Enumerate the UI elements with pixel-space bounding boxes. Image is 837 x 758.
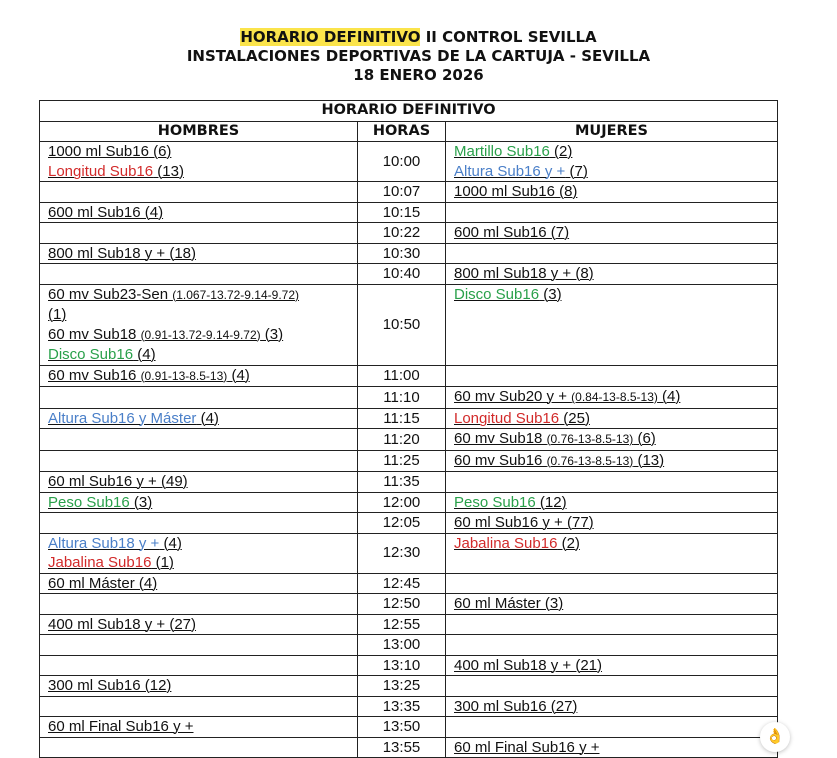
event-text: 1000 ml Sub16 (8): [454, 183, 578, 200]
women-event: [454, 493, 769, 513]
schedule-row: [40, 737, 778, 758]
event-text: 800 ml Sub18 y + (18): [48, 244, 197, 262]
women-events-cell: [446, 429, 778, 451]
schedule-row: [40, 492, 778, 513]
event-text: (6): [633, 430, 656, 447]
schedule-row: [40, 614, 778, 635]
men-event: [48, 574, 349, 594]
men-events-cell: [40, 594, 358, 615]
men-event: [48, 203, 349, 223]
men-event: [48, 244, 349, 264]
event-text: 400 ml Sub18 y + (27): [48, 615, 197, 633]
women-event: [454, 182, 769, 202]
schedule-row: [40, 429, 778, 451]
date-line: 18 ENERO 2026: [353, 66, 484, 84]
men-events-cell: [40, 202, 358, 223]
men-events-cell: [40, 408, 358, 429]
schedule-row: [40, 676, 778, 697]
event-text: 60 mv Sub23-Sen: [48, 285, 173, 303]
women-events-cell: [446, 202, 778, 223]
women-event: [454, 534, 769, 554]
men-events-cell: [40, 655, 358, 676]
schedule-row: [40, 387, 778, 409]
women-events-cell: [446, 696, 778, 717]
men-events-cell: [40, 513, 358, 534]
men-event: [48, 366, 349, 387]
time-cell: 12:05: [358, 513, 446, 534]
schedule-row: [40, 182, 778, 203]
men-event: [48, 409, 349, 429]
document-header: [0, 28, 837, 85]
event-text: (2): [557, 534, 580, 552]
women-events-cell: [446, 264, 778, 285]
women-event: [454, 387, 769, 408]
men-events-cell: [40, 264, 358, 285]
time-cell: 13:25: [358, 676, 446, 697]
schedule-row: [40, 472, 778, 493]
schedule-row: [40, 408, 778, 429]
time-cell: 12:00: [358, 492, 446, 513]
women-events-cell: [446, 594, 778, 615]
title-rest: II CONTROL SEVILLA: [420, 28, 597, 46]
event-text: (4): [196, 409, 219, 427]
event-text: (4): [227, 366, 250, 384]
women-events-cell: [446, 737, 778, 758]
men-events-cell: [40, 450, 358, 472]
women-events-cell: [446, 365, 778, 387]
men-event: [48, 534, 349, 554]
event-text: 60 ml Máster (4): [48, 574, 158, 592]
men-event: [48, 345, 349, 365]
event-text: Peso Sub16: [454, 493, 536, 511]
event-text: 60 mv Sub18: [48, 325, 141, 343]
event-text: 60 ml Máster (3): [454, 595, 564, 612]
schedule-row: [40, 573, 778, 594]
women-event: [454, 656, 769, 676]
women-event: [454, 162, 769, 182]
hurdle-spec: (0.91-13.72-9.14-9.72): [140, 327, 261, 342]
event-text: 60 mv Sub16: [48, 366, 141, 384]
schedule-row: [40, 513, 778, 534]
event-text: (25): [559, 409, 590, 427]
women-events-cell: [446, 513, 778, 534]
ok-hand-icon: 👌: [765, 728, 785, 745]
women-event: [454, 513, 769, 533]
event-text: (6): [148, 143, 172, 160]
time-cell: 12:30: [358, 533, 446, 573]
time-cell: 10:07: [358, 182, 446, 203]
men-event: [48, 553, 349, 573]
women-event: [454, 451, 769, 472]
event-text: Disco Sub16: [48, 346, 134, 363]
women-event: [454, 285, 769, 305]
women-events-cell: [446, 614, 778, 635]
event-text: (13): [633, 451, 665, 469]
women-events-cell: [446, 676, 778, 697]
event-text: Disco Sub16: [454, 285, 540, 303]
women-events-cell: [446, 223, 778, 244]
men-events-cell: [40, 533, 358, 573]
hurdle-spec: (0.84-13-8.5-13): [571, 390, 658, 404]
men-event: [48, 615, 349, 635]
women-events-cell: [446, 408, 778, 429]
hurdle-spec: (0.76-13-8.5-13): [546, 453, 634, 468]
hurdle-spec: (0.91-13-8.5-13): [140, 368, 228, 383]
schedule-row: [40, 533, 778, 573]
schedule-row: [40, 223, 778, 244]
event-text: Jabalina Sub16: [454, 534, 558, 552]
column-header-men: HOMBRES: [40, 121, 358, 142]
women-events-cell: [446, 635, 778, 656]
title-highlight: HORARIO DEFINITIVO: [240, 28, 421, 46]
event-text: 60 mv Sub20 y +: [454, 388, 572, 405]
schedule-table: [39, 100, 778, 758]
time-cell: 10:40: [358, 264, 446, 285]
men-event: [48, 325, 349, 346]
event-text: Longitud Sub16: [48, 162, 154, 180]
men-events-cell: [40, 365, 358, 387]
event-text: Peso Sub16: [48, 493, 130, 511]
women-events-cell: [446, 142, 778, 182]
women-event: [454, 594, 769, 614]
time-cell: 10:00: [358, 142, 446, 182]
column-header-women: MUJERES: [446, 121, 778, 142]
men-events-cell: [40, 182, 358, 203]
women-events-cell: [446, 472, 778, 493]
men-event: [48, 493, 349, 513]
event-text: (4): [657, 388, 681, 405]
schedule-row: [40, 264, 778, 285]
time-cell: 13:55: [358, 737, 446, 758]
men-events-cell: [40, 472, 358, 493]
time-cell: 12:50: [358, 594, 446, 615]
women-events-cell: [446, 717, 778, 738]
event-text: 60 ml Sub16 y + (49): [48, 473, 188, 490]
event-text: 60 ml Final Sub16 y +: [48, 718, 194, 735]
event-text: (7): [565, 162, 588, 180]
hurdle-spec: (0.76-13-8.5-13): [546, 432, 634, 446]
hurdle-spec: (1.067-13.72-9.14-9.72): [172, 287, 299, 302]
event-text: 400 ml Sub18 y + (21): [454, 656, 603, 674]
men-events-cell: [40, 635, 358, 656]
event-text: (1): [151, 554, 174, 571]
document-title: [0, 28, 837, 47]
women-events-cell: [446, 182, 778, 203]
men-event: [48, 162, 349, 182]
event-text: Altura Sub16 y +: [454, 162, 566, 180]
men-event: [48, 676, 349, 696]
event-text: 60 mv Sub16: [454, 451, 547, 469]
event-text: (13): [153, 162, 184, 180]
event-text: (3): [129, 493, 153, 511]
venue-line: INSTALACIONES DEPORTIVAS DE LA CARTUJA - SEVILLA: [186, 47, 651, 65]
men-events-cell: [40, 737, 358, 758]
event-text: (3): [260, 325, 284, 343]
men-event: [48, 472, 349, 492]
event-text: (4): [133, 346, 156, 363]
men-event: [48, 305, 349, 325]
women-event: [454, 738, 769, 758]
event-text: 300 ml Sub16 (12): [48, 677, 172, 694]
men-events-cell: [40, 284, 358, 365]
men-events-cell: [40, 243, 358, 264]
time-cell: 11:25: [358, 450, 446, 472]
event-text: 1000 ml Sub16: [48, 143, 149, 160]
event-text: (4): [159, 534, 182, 552]
event-text: Jabalina Sub16: [48, 554, 152, 571]
women-event: [454, 223, 769, 243]
men-events-cell: [40, 696, 358, 717]
schedule-row: [40, 594, 778, 615]
schedule-row: [40, 284, 778, 365]
schedule-row: [40, 696, 778, 717]
time-cell: 10:15: [358, 202, 446, 223]
men-events-cell: [40, 387, 358, 409]
men-event: [48, 142, 349, 162]
women-events-cell: [446, 492, 778, 513]
event-text: 800 ml Sub18 y + (8): [454, 265, 594, 282]
schedule-row: [40, 635, 778, 656]
men-events-cell: [40, 142, 358, 182]
event-text: 300 ml Sub16 (27): [454, 697, 578, 715]
women-events-cell: [446, 533, 778, 573]
time-cell: 13:10: [358, 655, 446, 676]
time-cell: 11:20: [358, 429, 446, 451]
column-header-hours: HORAS: [358, 121, 446, 142]
event-text: 60 ml Sub16 y + (77): [454, 514, 594, 531]
time-cell: 12:45: [358, 573, 446, 594]
schedule-row: [40, 717, 778, 738]
schedule-row: [40, 365, 778, 387]
event-text: (3): [539, 285, 562, 303]
men-events-cell: [40, 573, 358, 594]
schedule-row: [40, 450, 778, 472]
women-events-cell: [446, 284, 778, 365]
time-cell: 11:15: [358, 408, 446, 429]
women-event: [454, 429, 769, 450]
time-cell: 11:10: [358, 387, 446, 409]
time-cell: 11:00: [358, 365, 446, 387]
event-text: Martillo Sub16: [454, 143, 550, 160]
event-text: 60 mv Sub18: [454, 430, 547, 447]
men-event: [48, 717, 349, 737]
men-events-cell: [40, 429, 358, 451]
event-text: Altura Sub16 y Máster: [48, 409, 197, 427]
schedule-body: [40, 142, 778, 758]
time-cell: 13:00: [358, 635, 446, 656]
men-events-cell: [40, 614, 358, 635]
schedule-row: [40, 655, 778, 676]
table-caption: HORARIO DEFINITIVO: [40, 101, 778, 122]
event-text: (2): [549, 143, 573, 160]
women-event: [454, 409, 769, 429]
reaction-button[interactable]: [760, 722, 790, 752]
schedule-row: [40, 243, 778, 264]
event-text: Longitud Sub16: [454, 409, 560, 427]
time-cell: 10:30: [358, 243, 446, 264]
men-events-cell: [40, 223, 358, 244]
women-event: [454, 264, 769, 284]
event-text: (12): [535, 493, 567, 511]
time-cell: 13:50: [358, 717, 446, 738]
event-text: 600 ml Sub16 (4): [48, 203, 164, 221]
women-events-cell: [446, 387, 778, 409]
men-events-cell: [40, 717, 358, 738]
women-events-cell: [446, 573, 778, 594]
men-event: [48, 285, 349, 306]
event-text: 600 ml Sub16 (7): [454, 224, 570, 241]
event-text: 60 ml Final Sub16 y +: [454, 738, 600, 756]
time-cell: 12:55: [358, 614, 446, 635]
event-text: Altura Sub18 y +: [48, 534, 160, 552]
men-events-cell: [40, 492, 358, 513]
women-events-cell: [446, 243, 778, 264]
women-event: [454, 142, 769, 162]
women-events-cell: [446, 655, 778, 676]
women-event: [454, 697, 769, 717]
time-cell: 10:22: [358, 223, 446, 244]
schedule-row: [40, 202, 778, 223]
time-cell: 13:35: [358, 696, 446, 717]
women-events-cell: [446, 450, 778, 472]
time-cell: 10:50: [358, 284, 446, 365]
schedule-row: [40, 142, 778, 182]
men-events-cell: [40, 676, 358, 697]
event-text: (1): [48, 306, 67, 323]
time-cell: 11:35: [358, 472, 446, 493]
